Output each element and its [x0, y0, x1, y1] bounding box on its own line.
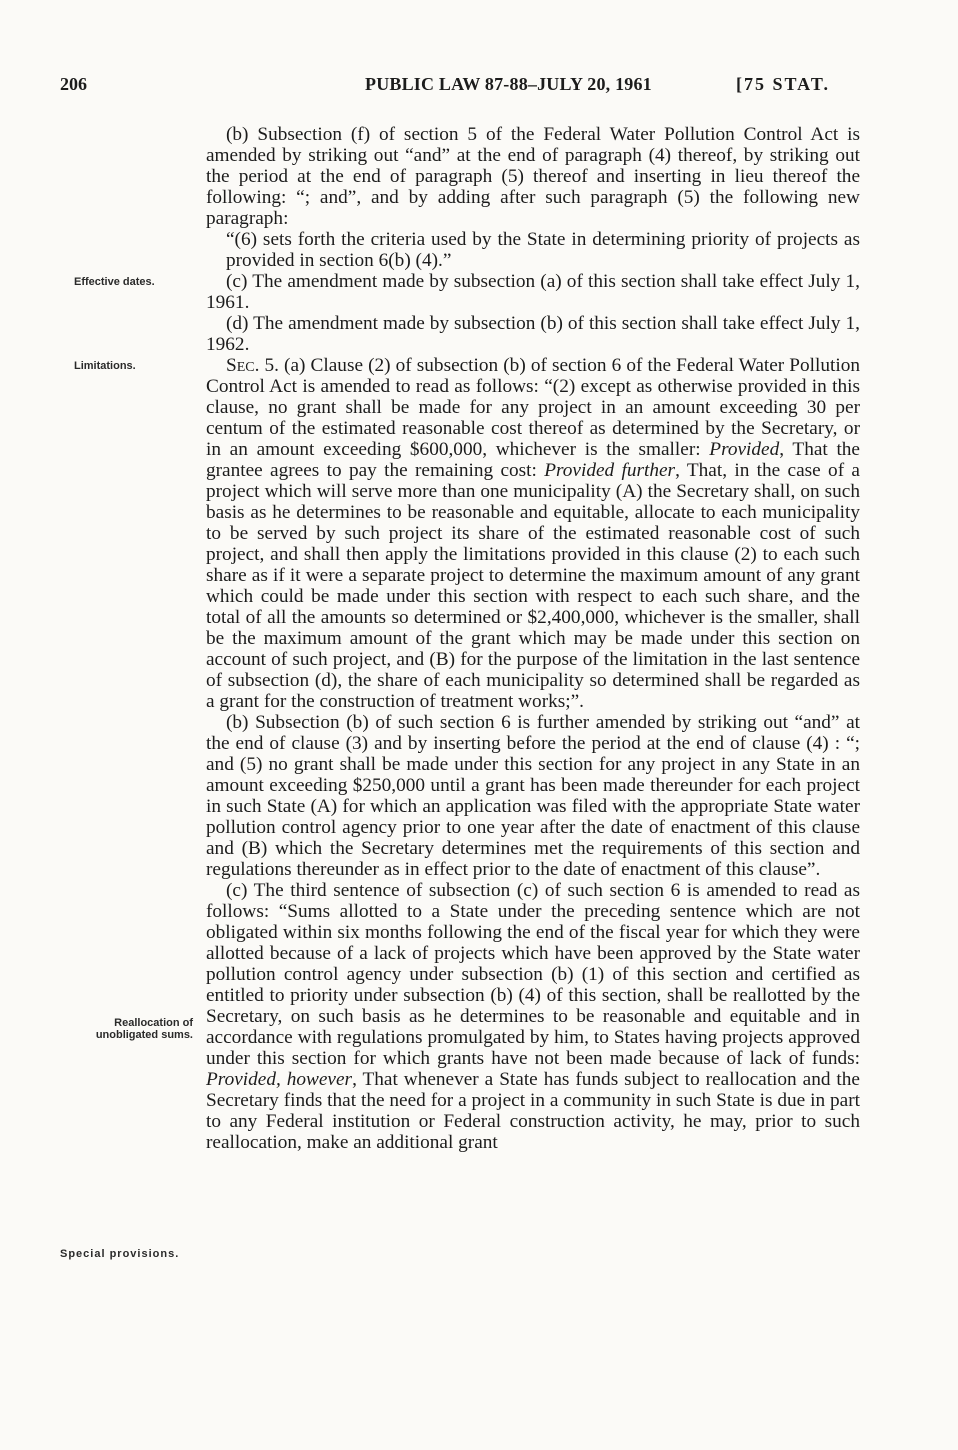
volume-reference: [75 STAT.: [736, 74, 831, 94]
margin-note-effective-dates: Effective dates.: [74, 276, 155, 288]
margin-note-reallocation: Reallocation of unobligated sums.: [95, 1017, 193, 1041]
section-5c-text-1: (c) The third sentence of subsection (c) of such section 6 is amended to read as follows: “Sums allotted to a State under the preceding sentence which are not obligated within six months following the end of the fiscal year for which they were allotted because of a lack of projects which have been approved by the State water pollution control agency under subsection (b) (1) of this section and certified as entitled to priority under subsection (b) (4) of this section, shall be reallotted by the Secretary, on such basis as he determines to be reasonable and equitable and in accordance with regulations promulgated by him, to States having projects approved under this section for which grants have not been made because of lack of funds:: [206, 880, 860, 1069]
paragraph-section-5b: (b) Subsection (b) of such section 6 is further amended by striking out “and” at the end of clause (3) and by inserting before the period at the end of clause (4) : “; and (5) no grant shall be made under this section for any project in any State in an amount exceeding $250,000 until a grant has been made thereunder for each project in such State (A) for which an application was filed with the appropriate State water pollution control agency prior to one year after the date of enactment of this clause and (B) which the Secretary determines met the requirements of this section and regulations thereunder as in effect prior to the date of enactment of this clause”.: [206, 712, 860, 880]
proviso-provided-however: Provided, however: [206, 1069, 353, 1090]
proviso-provided-further: Provided further: [544, 460, 676, 481]
margin-note-limitations: Limitations.: [74, 360, 136, 372]
paragraph-subsection-c: (c) The amendment made by subsection (a) of this section shall take effect July 1, 1961.: [206, 271, 860, 313]
statute-body: [206, 124, 860, 1153]
page-header: [60, 74, 865, 104]
running-title: PUBLIC LAW 87-88–JULY 20, 1961: [365, 74, 652, 94]
section-5a-text-2: , That the grantee agrees to pay the remaining cost:: [206, 439, 860, 481]
paragraph-subsection-d: (d) The amendment made by subsection (b) of this section shall take effect July 1, 1962.: [206, 313, 860, 355]
paragraph-section-5c: [206, 880, 860, 1153]
margin-note-special-provisions: Special provisions.: [60, 1248, 180, 1260]
paragraph-quoted-6: [206, 229, 860, 271]
section-5c-text-2: , That whenever a State has funds subject to reallocation and the Secretary finds that the need for a project in a community in such State is due in part to any Federal institution or Federal construction activity, he may, prior to such reallocation, make an additional grant: [206, 1069, 860, 1153]
quoted-paragraph-text: “(6) sets forth the criteria used by the State in determining priority of projects as provided in section 6(b) (4).”: [226, 229, 860, 271]
proviso-provided: Provided: [709, 439, 780, 460]
section-5a-text-3: , That, in the case of a project which will serve more than one municipality (A) the Secretary shall, on such basis as he determines to be reasonable and equitable, allocate to each municipality to be served by such project its share of the estimated reasonable cost of such project, and shall then apply the limitations provided in this clause (2) to each such share as if it were a separate project to determine the maximum amount of any grant which could be made under this section with respect to each such share, and the total of all the amounts so determined or $2,400,000, whichever is the smaller, shall be the maximum amount of the grant which may be made under this section on account of such project, and (B) for the purpose of the limitation in the last sentence of subsection (d), the share of each municipality so determined shall be regarded as a grant for the construction of treatment works;”.: [206, 460, 860, 712]
section-label: Sec. 5.: [226, 355, 279, 376]
page-number: 206: [60, 74, 87, 94]
paragraph-section-5a: [206, 355, 860, 712]
paragraph-subsection-b: (b) Subsection (f) of section 5 of the Federal Water Pollution Control Act is amended by striking out “and” at the end of paragraph (4) thereof, by striking out the period at the end of paragraph (5) thereof and inserting in lieu thereof the following: “; and”, and by adding after such paragraph (5) the following new paragraph:: [206, 124, 860, 229]
section-5a-text-1: (a) Clause (2) of subsection (b) of section 6 of the Federal Water Pollution Control Act is amended to read as follows: “(2) except as otherwise provided in this clause, no grant shall be made for any project in an amount exceeding 30 per centum of the estimated reasonable cost thereof as determined by the Secretary, or in an amount exceeding $600,000, whichever is the smaller:: [206, 355, 861, 460]
